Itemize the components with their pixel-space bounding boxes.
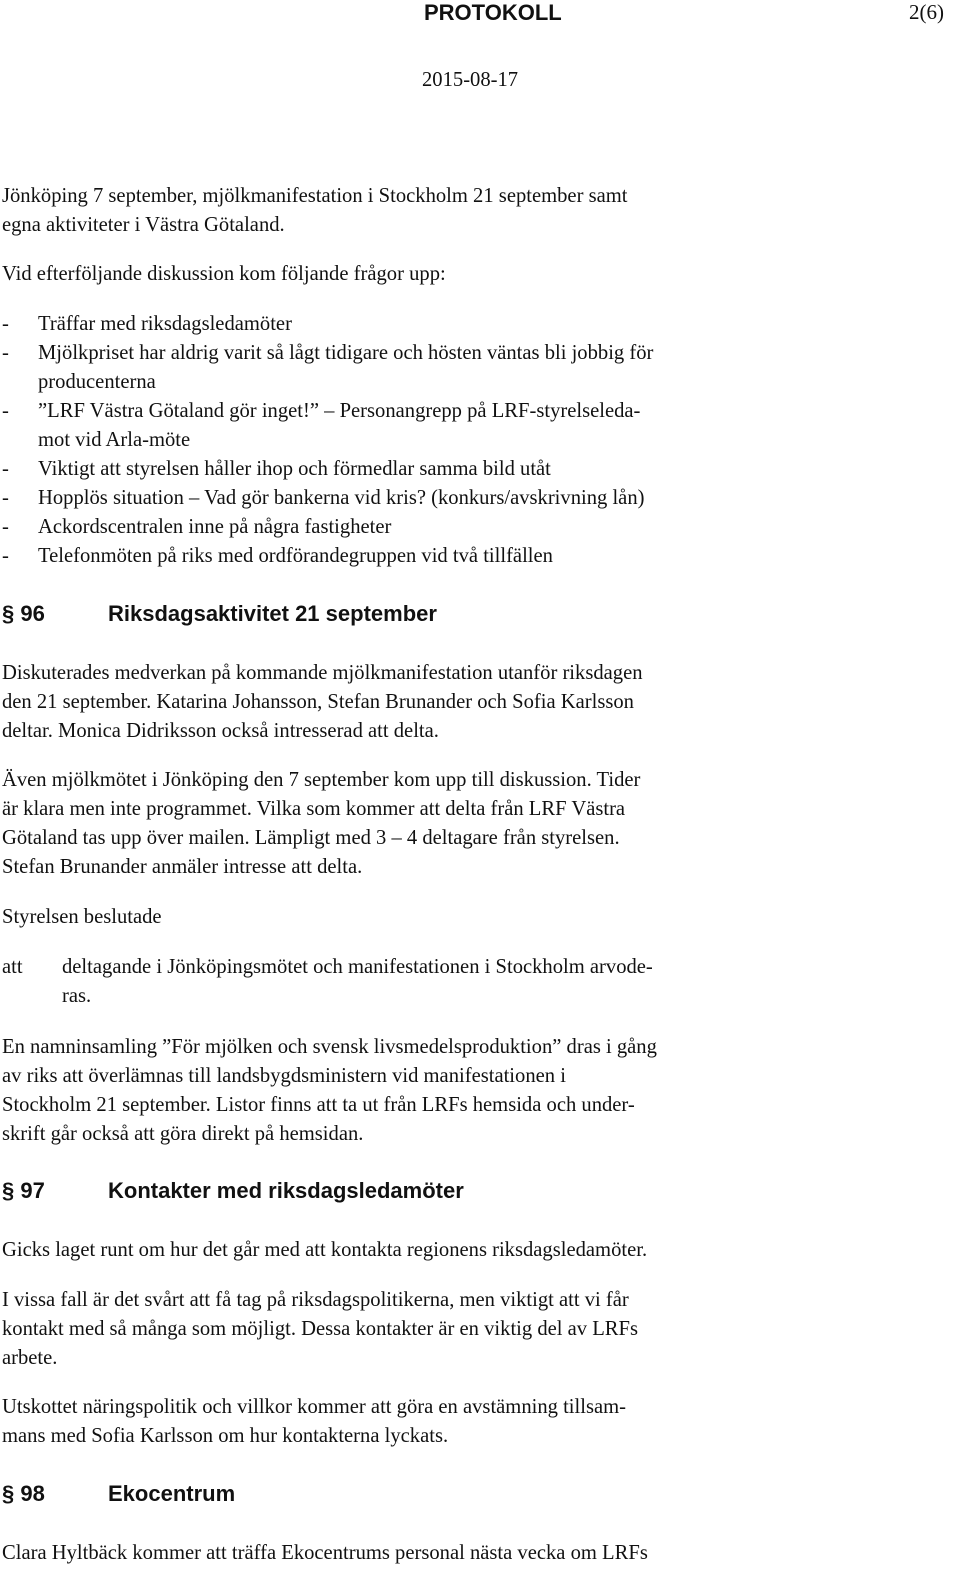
- paragraph-line: Utskottet näringspolitik och villkor kommer att göra en avstämning tillsam-: [2, 1396, 626, 1418]
- list-item: Träffar med riksdagsledamöter: [38, 313, 292, 335]
- list-bullet: -: [2, 545, 9, 567]
- list-item-continuation: mot vid Arla-möte: [38, 429, 191, 451]
- paragraph-line: Diskuterades medverkan på kommande mjölkmanifestation utanför riksdagen: [2, 662, 643, 684]
- paragraph-line: Stockholm 21 september. Listor finns att ta ut från LRFs hemsida och under-: [2, 1094, 635, 1116]
- discussion-intro: Vid efterföljande diskussion kom följande frågor upp:: [2, 263, 446, 285]
- document-date: 2015-08-17: [422, 69, 519, 91]
- section-title: Ekocentrum: [108, 1481, 236, 1506]
- list-bullet: -: [2, 458, 9, 480]
- list-item: Hopplös situation – Vad gör bankerna vid kris? (konkurs/avskrivning lån): [38, 487, 645, 509]
- list-item: ”LRF Västra Götaland gör inget!” – Personangrepp på LRF-styrelseleda-: [38, 400, 641, 422]
- decision-heading: Styrelsen beslutade: [2, 906, 162, 928]
- intro-line: Jönköping 7 september, mjölkmanifestation i Stockholm 21 september samt: [2, 185, 628, 207]
- section-number: § 96: [2, 601, 45, 626]
- list-bullet: -: [2, 313, 9, 335]
- paragraph-line: den 21 september. Katarina Johansson, Stefan Brunander och Sofia Karlsson: [2, 691, 634, 713]
- paragraph-line: I vissa fall är det svårt att få tag på riksdagspolitikerna, men viktigt att vi får: [2, 1289, 629, 1311]
- list-bullet: -: [2, 487, 9, 509]
- list-item: Ackordscentralen inne på några fastigheter: [38, 516, 392, 538]
- list-item: Viktigt att styrelsen håller ihop och förmedlar samma bild utåt: [38, 458, 551, 480]
- paragraph-line: Götaland tas upp över mailen. Lämpligt med 3 – 4 deltagare från styrelsen.: [2, 827, 620, 849]
- paragraph-line: är klara men inte programmet. Vilka som kommer att delta från LRF Västra: [2, 798, 626, 820]
- paragraph-line: deltar. Monica Didriksson också intresserad att delta.: [2, 720, 439, 742]
- paragraph-line: mans med Sofia Karlsson om hur kontakterna lyckats.: [2, 1425, 449, 1447]
- intro-line: egna aktiviteter i Västra Götaland.: [2, 214, 285, 236]
- list-bullet: -: [2, 516, 9, 538]
- paragraph-line: Även mjölkmötet i Jönköping den 7 september kom upp till diskussion. Tider: [2, 769, 641, 791]
- document-title: PROTOKOLL: [424, 0, 562, 25]
- paragraph-line: Clara Hyltbäck kommer att träffa Ekocentrums personal nästa vecka om LRFs: [2, 1542, 648, 1564]
- paragraph-line: arbete.: [2, 1347, 58, 1369]
- section-title: Riksdagsaktivitet 21 september: [108, 601, 437, 626]
- paragraph-line: kontakt med så många som möjligt. Dessa kontakter är en viktig del av LRFs: [2, 1318, 639, 1340]
- list-item: Telefonmöten på riks med ordförandegruppen vid två tillfällen: [38, 545, 553, 567]
- section-title: Kontakter med riksdagsledamöter: [108, 1178, 464, 1203]
- decision-marker: att: [2, 956, 23, 978]
- decision-text: deltagande i Jönköpingsmötet och manifestationen i Stockholm arvode-: [62, 956, 653, 978]
- page-number: 2(6): [909, 0, 944, 24]
- list-item-continuation: producenterna: [38, 371, 156, 393]
- paragraph-line: Stefan Brunander anmäler intresse att delta.: [2, 856, 363, 878]
- paragraph-line: Gicks laget runt om hur det går med att kontakta regionens riksdagsledamöter.: [2, 1239, 648, 1261]
- decision-text: ras.: [62, 985, 92, 1007]
- list-bullet: -: [2, 342, 9, 364]
- paragraph-line: skrift går också att göra direkt på hemsidan.: [2, 1123, 364, 1145]
- section-number: § 97: [2, 1178, 45, 1203]
- list-bullet: -: [2, 400, 9, 422]
- section-number: § 98: [2, 1481, 45, 1506]
- paragraph-line: En namninsamling ”För mjölken och svensk livsmedelsproduktion” dras i gång: [2, 1036, 657, 1058]
- paragraph-line: av riks att överlämnas till landsbygdsministern vid manifestationen i: [2, 1065, 566, 1087]
- list-item: Mjölkpriset har aldrig varit så lågt tidigare och hösten väntas bli jobbig för: [38, 342, 654, 364]
